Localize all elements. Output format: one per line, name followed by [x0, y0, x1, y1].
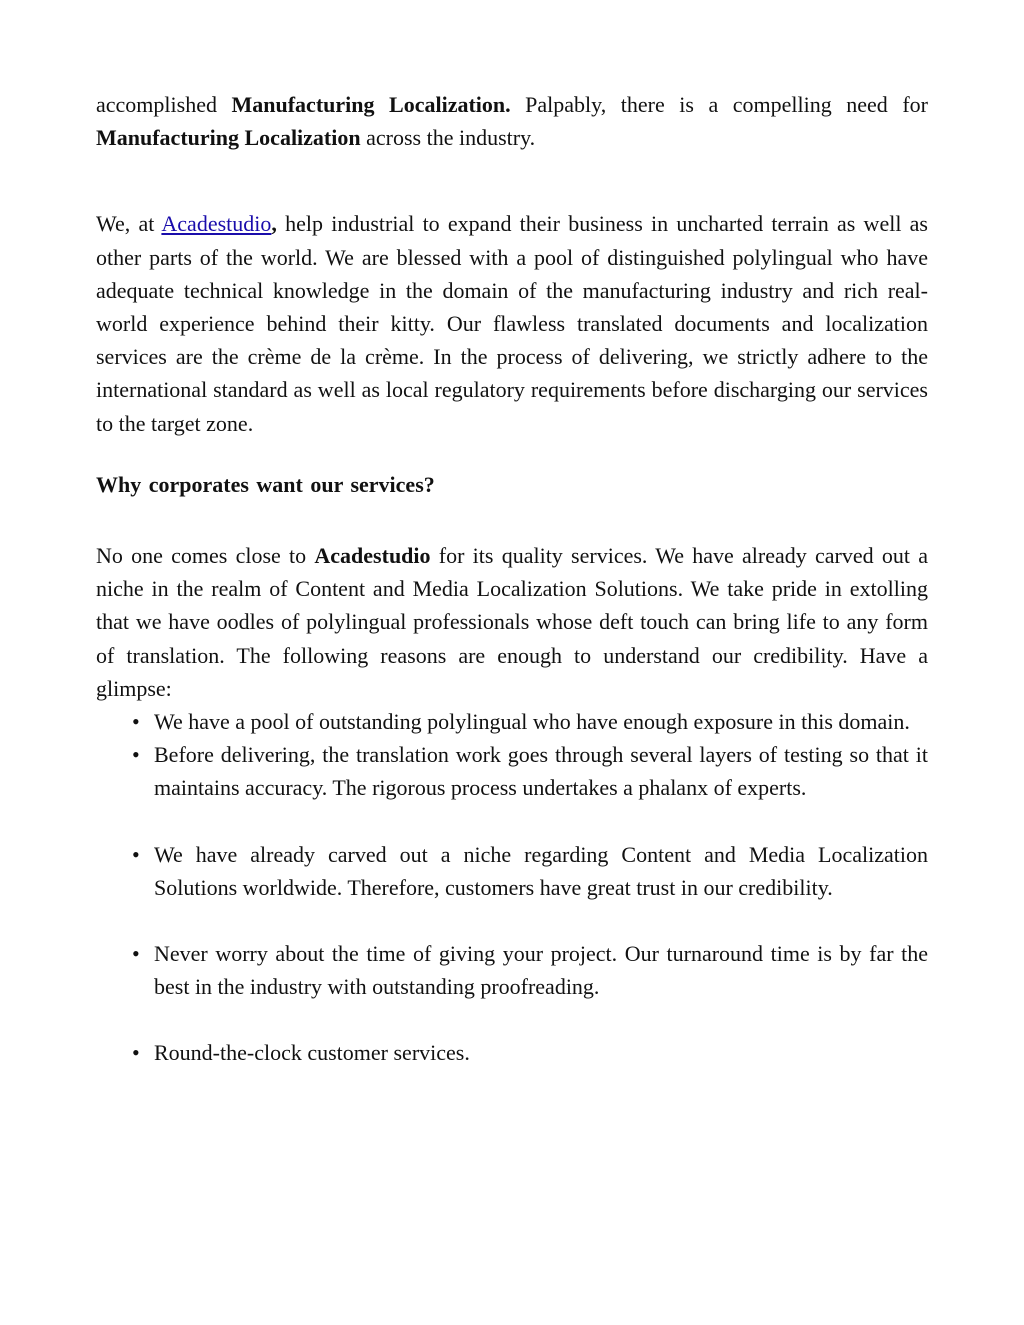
- list-item-text: Before delivering, the translation work goes through several layers of testing so that it maintains accuracy. The rigorous process undertakes a phalanx of experts.: [154, 742, 928, 801]
- list-item-text: We have a pool of outstanding polylingual who have enough exposure in this domain.: [154, 709, 910, 735]
- bold-comma: ,: [271, 211, 277, 237]
- acadestudio-link[interactable]: Acadestudio: [161, 211, 272, 237]
- list-item-text: We have already carved out a niche regarding Content and Media Localization Solutions worldwide. Therefore, customers have great trust in our credibility.: [154, 841, 928, 900]
- list-item-text: Round-the-clock customer services.: [154, 1040, 470, 1066]
- list-item: [96, 937, 928, 1003]
- text-run: No one comes close to: [96, 543, 315, 569]
- section-heading: Why corporates want our services?: [96, 471, 435, 497]
- bullet-icon: •: [132, 1040, 140, 1066]
- list-item: [96, 738, 928, 804]
- text-run: help industrial to expand their business in uncharted terrain as well as other parts of the world. We are blessed with a pool of distinguished polylingual who have adequate technical knowledge in the domain of the manufacturing industry and rich real-world experience behind their kitty. Our flawless translated documents and localization services are the crème de la crème. In the process of delivering, we strictly adhere to the international standard as well as local regulatory requirements before discharging our services to the target zone.: [96, 211, 928, 436]
- list-item: [96, 705, 928, 738]
- intro-paragraph: [96, 88, 928, 154]
- text-run: across the industry.: [360, 125, 536, 151]
- bold-term: Manufacturing Localization: [96, 125, 361, 151]
- about-paragraph: [96, 207, 928, 439]
- text-run: We, at: [96, 211, 162, 237]
- text-run: accomplished: [96, 92, 232, 117]
- services-paragraph: [96, 539, 928, 705]
- bullet-icon: •: [132, 709, 140, 735]
- list-item: [96, 1036, 928, 1069]
- bullet-icon: •: [132, 841, 140, 867]
- text-run: Palpably, there is a compelling need for: [510, 92, 928, 117]
- list-item: [96, 838, 928, 904]
- bold-term: Acadestudio: [314, 543, 431, 569]
- list-item-text: Never worry about the time of giving your project. Our turnaround time is by far the best in the industry with outstanding proofreading.: [154, 941, 928, 1000]
- reasons-list: [96, 705, 928, 1070]
- document-page: [96, 88, 928, 1070]
- bullet-icon: •: [132, 742, 140, 768]
- bullet-icon: •: [132, 941, 140, 967]
- bold-term: Manufacturing Localization.: [231, 92, 511, 117]
- text-run: for its quality services. We have already carved out a niche in the realm of Content and Media Localization Solutions. We take pride in extolling that we have oodles of polylingual professionals whose deft touch can bring life to any form of translation. The following reasons are enough to understand our credibility. Have a glimpse:: [96, 543, 929, 701]
